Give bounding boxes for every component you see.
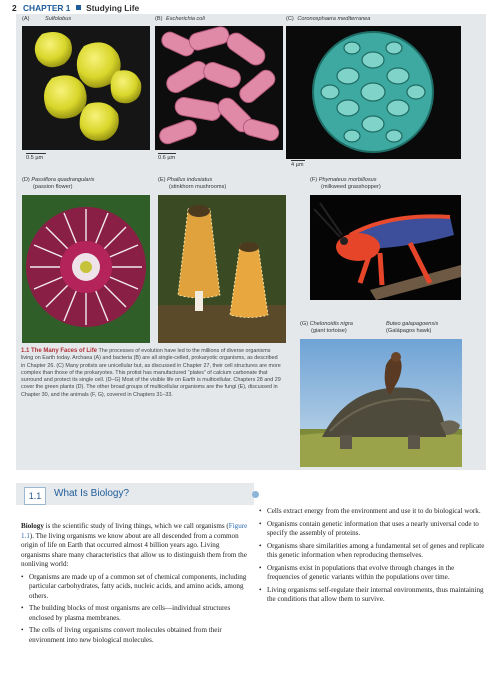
scale-bar (291, 160, 305, 161)
panel-d-label: (D) Passiflora quadrangularis (passion flower) (22, 177, 95, 190)
intro-paragraph: Biology is the scientific study of living things, which we call organisms (Figure 1.1). The living organisms we know about are all descended from a common origin of life on Earth that occurred almost 4 billion years ago. Living organisms share many characteristics that allow us to distinguish them from the nonliving world: (21, 522, 248, 568)
scale-label-c: 4 µm (291, 162, 304, 168)
photo-escherichia-coli (155, 26, 283, 150)
header-square-icon (76, 5, 81, 10)
list-item: • The building blocks of most organisms are cells—individual structures enclosed by plasma membranes. (21, 604, 231, 622)
section-title: What Is Biology? (54, 488, 130, 499)
page-number: 2 (12, 3, 17, 13)
running-header (12, 3, 139, 13)
list-item: • Cells extract energy from the environment and use it to do biological work. (259, 507, 481, 515)
photo-passion-flower (22, 195, 150, 343)
panel-f-label: (F) Phymateus morbillosus (milkweed grasshopper) (310, 177, 381, 190)
caption-title: 1.1 The Many Faces of Life (21, 348, 98, 354)
body-right-column (259, 507, 486, 605)
characteristics-list-right (259, 507, 486, 605)
panel-b-label: (B) Escherichia coli (155, 16, 205, 22)
caption-text: The processes of evolution have led to the millions of diverse organisms living on Earth today. Archaea (A) and bacteria (B) are all single-celled, prokaryotic organisms, as described in Chapter 26. (C) Many protists are unicellular but, as discussed in Chapter 27, their cell structures are more complex than those of the prokaryotes. This protist has manufactured “plates” of calcium carbonate that surround and protect its single cell. (D–G) Most of the visible life on Earth is multicellular. Chapters 28 and 29 cover the green plants (D). The other broad groups of multicellular organisms are the fungi (E), discussed in Chapter 30, and the animals (F, G), covered in Chapters 31–33. (21, 348, 281, 398)
figure-caption (21, 348, 283, 399)
list-item: • Organisms contain genetic information that uses a nearly universal code to specify the assembly of proteins. (259, 519, 479, 537)
body-left-column (21, 522, 249, 645)
scale-bar (158, 153, 176, 154)
list-item: • Organisms exist in populations that evolve through changes in the frequencies of genetic variants within the populations over time. (259, 563, 455, 581)
list-item: • Organisms are made up of a common set of chemical components, including particular carbohydrates, fatty acids, nucleic acids, and amino acids, among others. (21, 572, 247, 600)
list-item: • Organisms share similarities among a fundamental set of genes and replicate this genetic information when reproducing themselves. (259, 541, 485, 559)
scale-bar (26, 153, 46, 154)
section-number: 1.1 (24, 487, 46, 505)
panel-e-label: (E) Phallus indusiatus (stinkhorn mushrooms) (158, 177, 227, 190)
list-item: • Living organisms self-regulate their internal environments, thus maintaining the conditions that allow them to survive. (259, 585, 484, 603)
panel-c-label: (C) Coronosphaera mediterranea (286, 16, 371, 22)
scale-label-a: 0.5 µm (26, 155, 44, 161)
chapter-label: CHAPTER 1 (23, 3, 71, 13)
panel-g-label-hawk: Buteo galapagoensis (Galápagos hawk) (386, 321, 439, 334)
photo-milkweed-grasshopper (310, 195, 461, 300)
scale-label-b: 0.6 µm (158, 155, 176, 161)
panel-a-label: (A) Sulfolobus (22, 16, 72, 22)
photo-stinkhorn-mushrooms (158, 195, 286, 343)
photo-coronosphaera (286, 26, 461, 159)
list-item: • The cells of living organisms convert molecules obtained from their environment into new biological molecules. (21, 626, 222, 644)
figure-reference-link[interactable]: Figure 1.1 (21, 522, 248, 540)
section-label: Studying Life (86, 3, 140, 13)
characteristics-list-left (21, 573, 249, 646)
section-dot-icon (252, 491, 259, 498)
panel-g-label: (G) Chelonoidis nigra (giant tortoise) (300, 321, 353, 334)
section-heading-bar (16, 483, 254, 505)
term-biology: Biology (21, 522, 44, 530)
photo-tortoise-and-hawk (300, 339, 462, 467)
photo-sulfolobus (22, 26, 150, 150)
